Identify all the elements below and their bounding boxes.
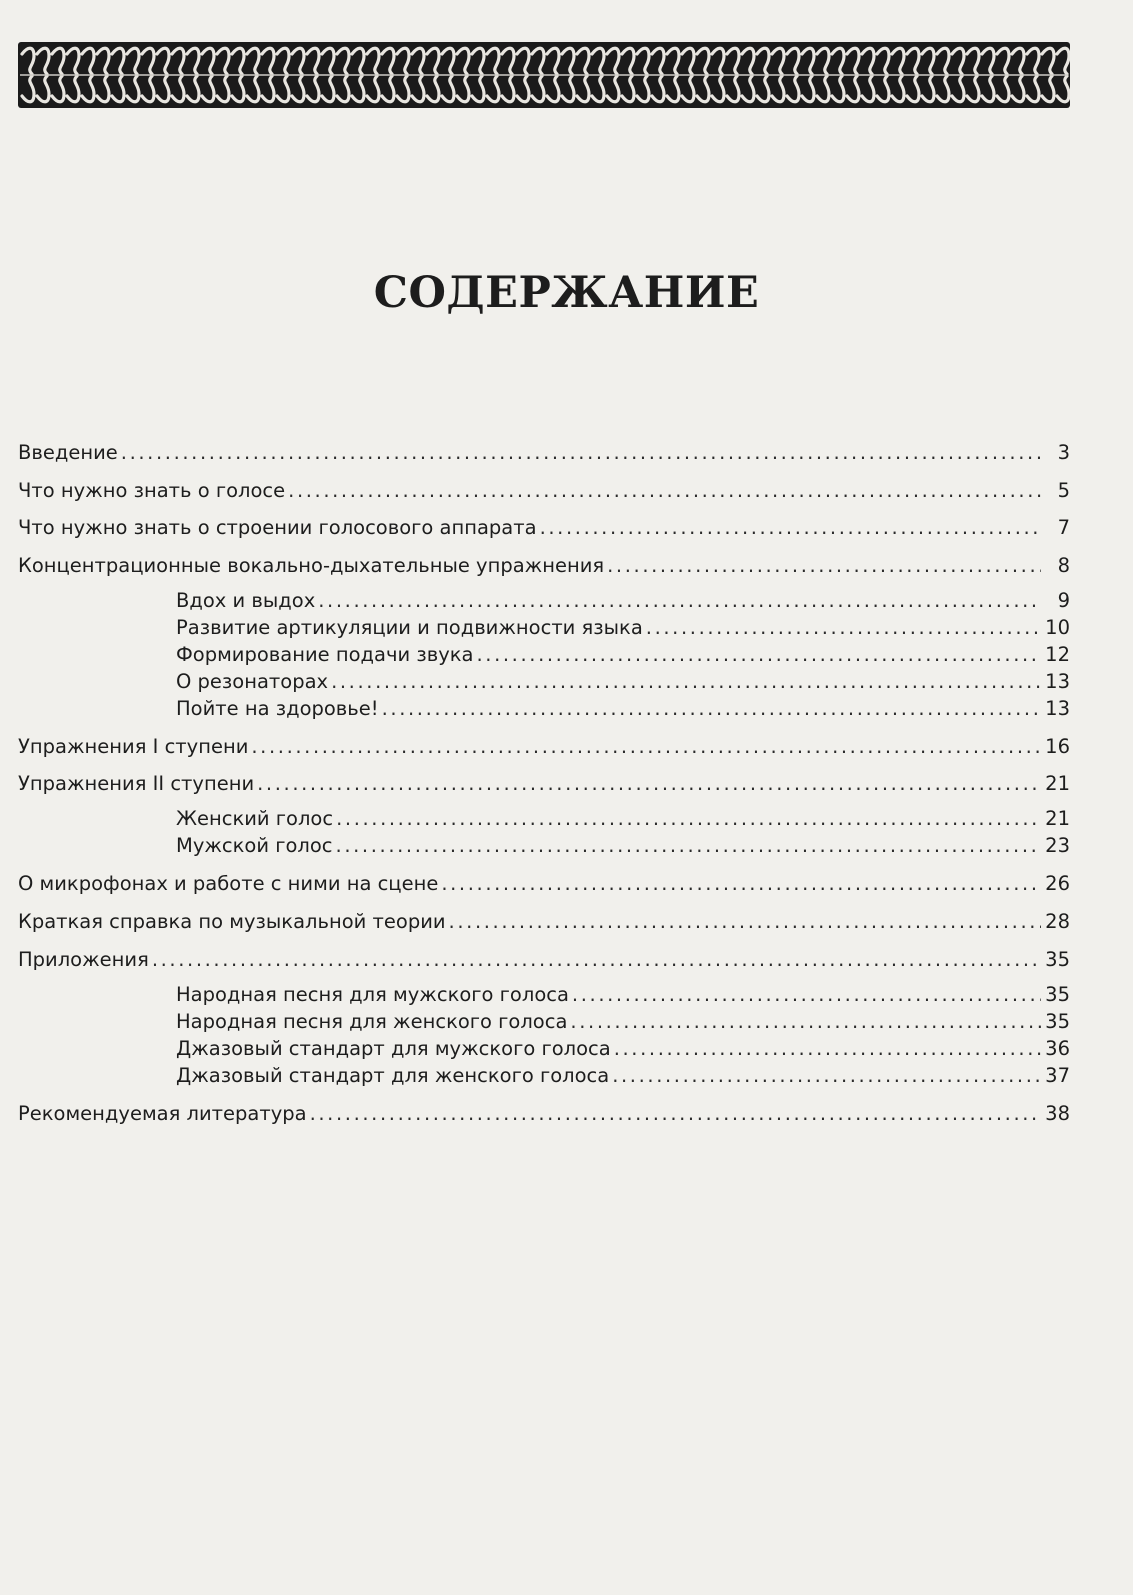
toc-label: Джазовый стандарт для мужского голоса (176, 1037, 611, 1060)
leader-dots (646, 615, 1041, 641)
toc-label: Введение (18, 441, 118, 464)
toc-row (176, 615, 1070, 641)
leader-dots (612, 1063, 1041, 1089)
leader-dots (152, 947, 1041, 973)
page-title: СОДЕРЖАНИЕ (373, 268, 760, 318)
toc-page: 28 (1045, 910, 1070, 933)
toc-label: Что нужно знать о голосе (18, 479, 286, 502)
leader-dots (441, 871, 1041, 897)
toc-row (18, 771, 1070, 797)
toc-page: 21 (1045, 807, 1070, 830)
toc-page: 21 (1045, 772, 1070, 795)
toc-row (176, 588, 1070, 614)
leader-dots (570, 1009, 1041, 1035)
toc-label: Мужской голос (176, 834, 333, 857)
leader-dots (121, 440, 1041, 466)
toc-row (18, 871, 1070, 897)
leader-dots (476, 642, 1041, 668)
leader-dots (310, 1101, 1041, 1127)
decorative-border (18, 42, 1070, 108)
leader-dots (336, 833, 1041, 859)
toc-row (176, 642, 1070, 668)
toc-page: 16 (1045, 735, 1070, 758)
toc-label: Концентрационные вокально-дыхательные упражнения (18, 554, 605, 577)
toc-row (18, 1101, 1070, 1127)
toc-label: Упражнения I ступени (18, 735, 249, 758)
toc-page: 23 (1045, 834, 1070, 857)
leader-dots (336, 806, 1041, 832)
toc-page: 13 (1045, 670, 1070, 693)
toc-page: 9 (1057, 589, 1070, 612)
toc-page: 10 (1045, 616, 1070, 639)
toc-row (176, 833, 1070, 859)
toc-label: Приложения (18, 948, 149, 971)
toc-page: 12 (1045, 643, 1070, 666)
toc-row (176, 1009, 1070, 1035)
leader-dots (382, 696, 1041, 722)
toc-row (176, 696, 1070, 722)
toc-page: 7 (1057, 516, 1070, 539)
toc-label: Что нужно знать о строении голосового аппарата (18, 516, 537, 539)
toc-row (18, 478, 1070, 504)
leader-dots (572, 982, 1041, 1008)
toc-page: 13 (1045, 697, 1070, 720)
toc-page: 36 (1045, 1037, 1070, 1060)
toc-page: 5 (1057, 479, 1070, 502)
leader-dots (257, 771, 1041, 797)
leader-dots (251, 734, 1041, 760)
leader-dots (318, 588, 1041, 614)
toc-page: 8 (1057, 554, 1070, 577)
toc-page: 37 (1045, 1064, 1070, 1087)
toc-row (18, 734, 1070, 760)
toc-page: 35 (1045, 983, 1070, 1006)
leader-dots (288, 478, 1041, 504)
toc-row (176, 669, 1070, 695)
toc-row (18, 947, 1070, 973)
toc-page: 26 (1045, 872, 1070, 895)
leader-dots (607, 553, 1041, 579)
toc-page: 35 (1045, 948, 1070, 971)
toc-label: О микрофонах и работе с ними на сцене (18, 872, 439, 895)
toc-label: Вдох и выдох (176, 589, 316, 612)
toc-row (18, 909, 1070, 935)
toc-page: 35 (1045, 1010, 1070, 1033)
toc-label: Рекомендуемая литература (18, 1102, 307, 1125)
toc-label: Джазовый стандарт для женского голоса (176, 1064, 610, 1087)
leader-dots (614, 1036, 1041, 1062)
toc-page: 3 (1057, 441, 1070, 464)
toc-label: Формирование подачи звука (176, 643, 474, 666)
toc-row (176, 1063, 1070, 1089)
toc-row (18, 440, 1070, 466)
toc-label: Женский голос (176, 807, 334, 830)
leader-dots (331, 669, 1041, 695)
border-pattern-icon (18, 42, 1070, 108)
toc-label: Пойте на здоровье! (176, 697, 379, 720)
toc-row (176, 982, 1070, 1008)
toc-label: Упражнения II ступени (18, 772, 255, 795)
toc-page: 38 (1045, 1102, 1070, 1125)
toc-label: Народная песня для женского голоса (176, 1010, 568, 1033)
toc-label: Развитие артикуляции и подвижности языка (176, 616, 643, 639)
leader-dots (540, 515, 1041, 541)
toc-label: Народная песня для мужского голоса (176, 983, 569, 1006)
toc-row (176, 1036, 1070, 1062)
toc-label: О резонаторах (176, 670, 329, 693)
toc-row (18, 515, 1070, 541)
toc-label: Краткая справка по музыкальной теории (18, 910, 446, 933)
toc-row (176, 806, 1070, 832)
leader-dots (449, 909, 1041, 935)
toc-row (18, 553, 1070, 579)
